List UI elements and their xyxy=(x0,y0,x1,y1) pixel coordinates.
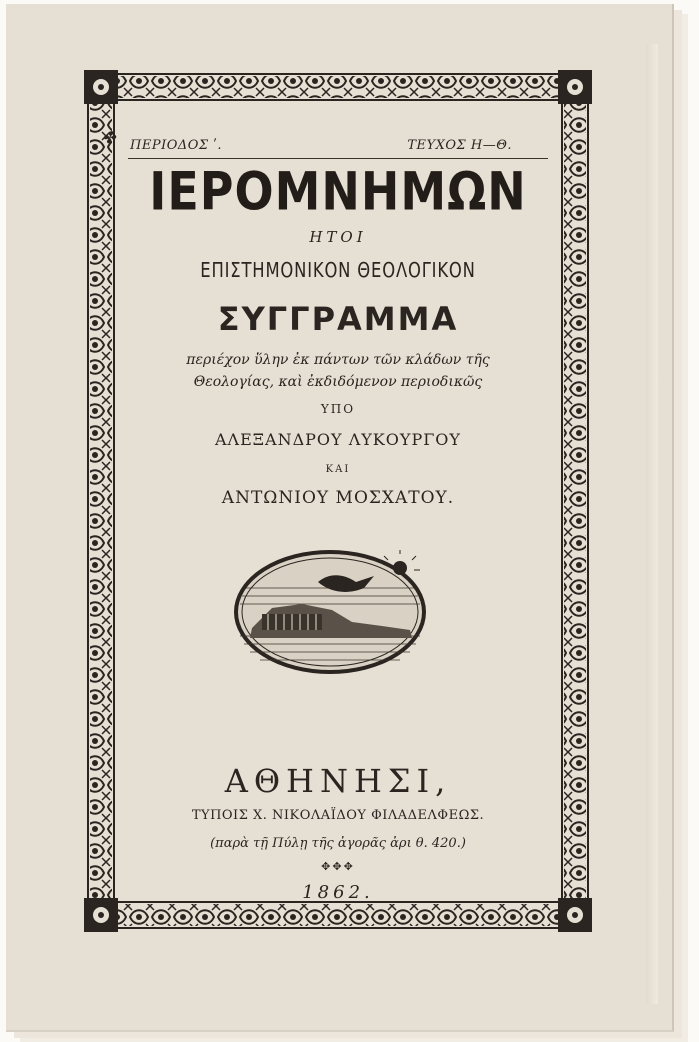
imprint-city: ΑΘΗΝΗΣΙ, xyxy=(224,762,452,800)
imprint-address: (παρὰ τῇ Πύλῃ τῆς ἀγορᾶς ἀρι θ. 420.) xyxy=(210,836,466,851)
header-line xyxy=(102,128,548,160)
fleuron-icon: ✤ xyxy=(102,128,116,147)
engraved-vignette xyxy=(232,548,428,676)
imprint-year: 1862. xyxy=(302,882,374,903)
page-edges xyxy=(646,44,658,1004)
subtitle-line: ΕΠΙΣΤΗΜΟΝΙΚΟΝ ΘΕΟΛΟΓΙΚΟΝ xyxy=(200,258,476,282)
by-label: ΥΠΟ xyxy=(320,402,356,416)
author-1: ΑΛΕΞΑΝΔΡΟΥ ΛΥΚΟΥΡΓΟΥ xyxy=(215,430,461,449)
issue-label: ΤΕΥΧΟΣ Η—Θ. xyxy=(407,138,512,153)
main-title: ΙΕΡΟΜΝΗΜΩΝ xyxy=(149,160,527,223)
and-label: ΚΑΙ xyxy=(325,464,351,475)
imprint-printer: ΤΥΠΟΙΣ Χ. ΝΙΚΟΛΑΪΔΟΥ ΦΙΛΑΔΕΛΦΕΩΣ. xyxy=(191,808,485,823)
connector-text: ΗΤΟΙ xyxy=(309,228,367,246)
book-cover xyxy=(6,4,674,1032)
period-label: ΠΕΡΙΟΔΟΣ ʹ. xyxy=(130,138,222,153)
ornament-icon: ✥✥✥ xyxy=(321,860,355,873)
ornamental-frame xyxy=(84,70,592,932)
author-2: ΑΝΤΩΝΙΟΥ ΜΟΣΧΑΤΟΥ. xyxy=(221,488,455,508)
description-line-1: περιέχον ὕλην ἐκ πάντων τῶν κλάδων τῆς xyxy=(186,352,490,368)
subtitle-main: ΣΥΓΓΡΑΜΜΑ xyxy=(217,300,459,338)
header-rule xyxy=(128,158,548,159)
description-line-2: Θεολογίας, καὶ ἐκδιδόμενον περιοδικῶς xyxy=(193,374,483,390)
